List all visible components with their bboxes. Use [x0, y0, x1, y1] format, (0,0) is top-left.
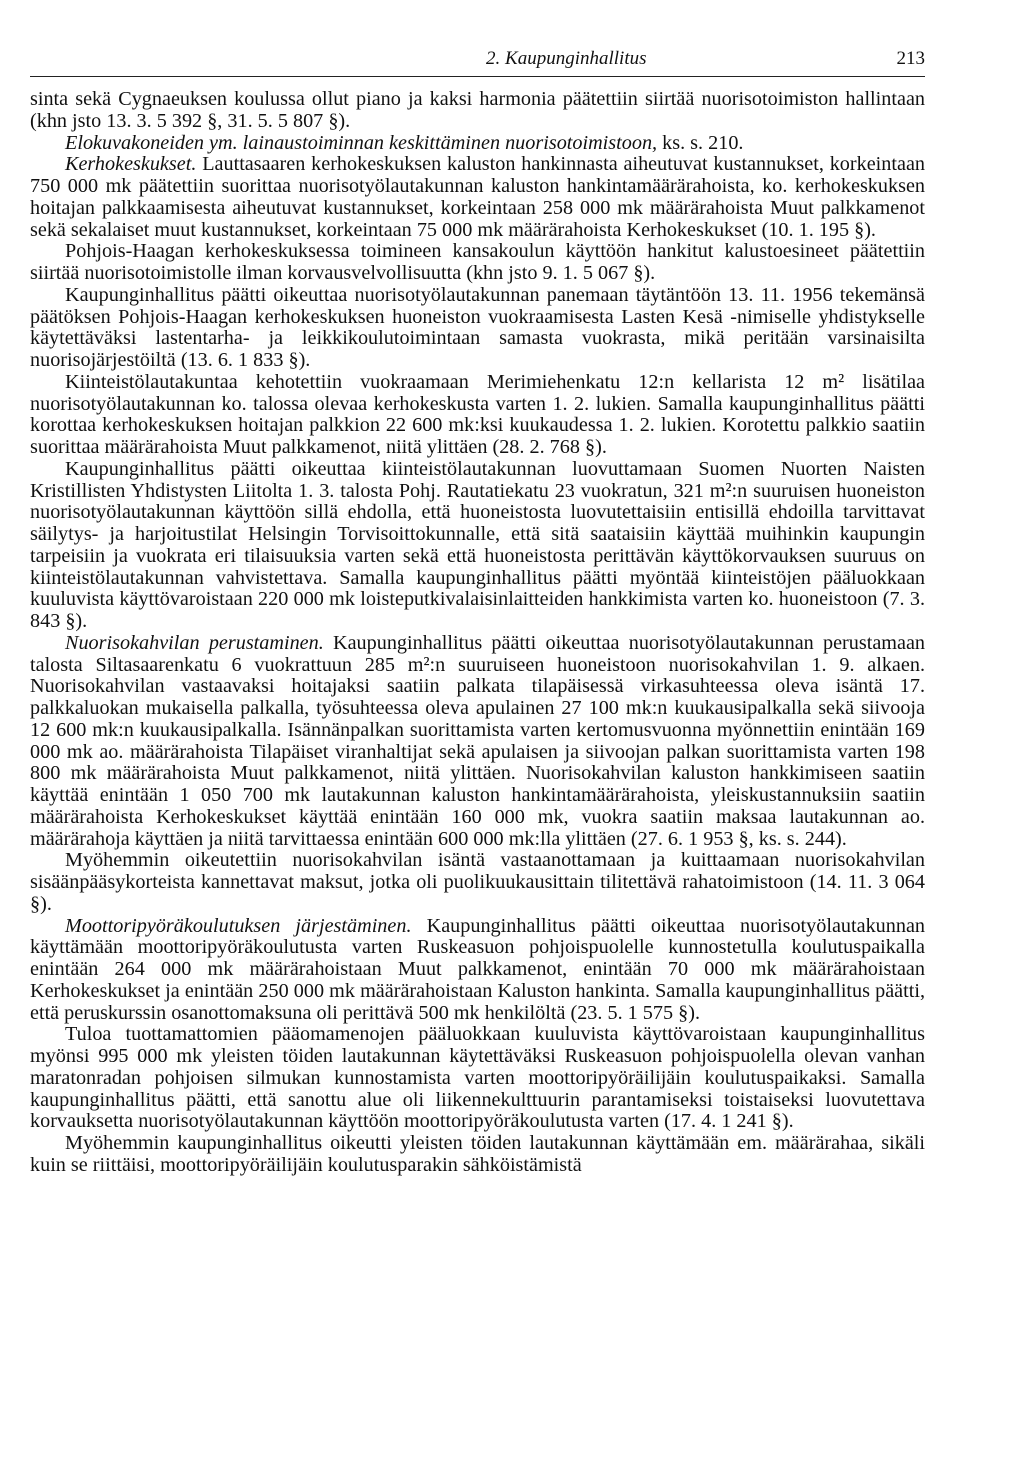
paragraph	[30, 1024, 925, 1133]
paragraph	[30, 1133, 925, 1177]
paragraph	[30, 133, 925, 155]
section-heading: Kerhokeskukset.	[65, 153, 197, 176]
paragraph-text: Kaupunginhallitus päätti oikeuttaa nuorisotyölautakunnan perustamaan talosta Siltasaarenkatu 6 vuokrattuun 285 m²:n suuruiseen huoneistoon nuorisokahvilan 1. 9. alkaen. Nuorisokahvilan vastaavaksi hoitajaksi saatiin palkata tilapäisessä virkasuhteessa oleva isäntä 17. palkkaluokan mukaisella palkalla, työsuhteessa oleva apulainen 27 100 mk:n kuukausipalkalla sekä siivooja 12 600 mk:n kuukausipalkalla. Isännänpalkan suorittamista varten kertomusvuonna myönnettiin enintään 169 000 mk ao. määrärahoista Tilapäiset viranhaltijat sekä apulaisen ja siivoojan palkan suorittamista varten 198 800 mk määrärahoista Muut palkkamenot, niitä ylittäen. Nuorisokahvilan kaluston hankkimiseen saatiin käyttää enintään 1 050 700 mk lautakunnan kaluston hankintamäärärahoista, yleiskustannuksiin saatiin määrärahoista Kerhokeskukset käyttää enintään 160 000 mk, vuokra saatiin maksaa lautakunnan ao. määrärahoja käyttäen ja niitä tarvittaessa enintään 600 000 mk:lla ylittäen (27. 6. 1 953 §, ks. s. 244).	[30, 631, 926, 850]
running-header	[30, 48, 925, 77]
paragraph-text: Pohjois-Haagan kerhokeskuksessa toimineen kansakoulun käyttöön hankitut kalustoesineet päätettiin siirtää nuorisotoimistolle ilman korvausvelvollisuutta (khn jsto 9. 1. 5 067 §).	[30, 240, 925, 284]
paragraph	[30, 850, 925, 915]
document-page	[30, 48, 925, 1177]
paragraph	[30, 459, 925, 633]
paragraph-text: Kaupunginhallitus päätti oikeuttaa nuorisotyölautakunnan panemaan täytäntöön 13. 11. 1956 tekemänsä päätöksen Pohjois-Haagan kerhokeskuksen huoneiston vuokraamisesta Lasten Kesä -nimiselle yhdistykselle käytettäväksi lastentarha- ja leikkikoulutoimintaan samasta vuokrasta, mikä peritään varsinaisilta nuorisojärjestöiltä (13. 6. 1 833 §).	[30, 283, 925, 371]
page-number: 213	[896, 48, 925, 69]
paragraph	[30, 241, 925, 285]
paragraph-text: Tuloa tuottamattomien pääomamenojen pääluokkaan kuuluvista käyttövaroistaan kaupunginhallitus myönsi 995 000 mk yleisten töiden lautakunnan käytettäväksi Ruskeasuon pohjoispuolella olevan vanhan maratonradan pohjoisen silmukan kunnostamista varten moottoripyöräilijäin koulutuspaikaksi. Samalla kaupunginhallitus päätti, että sanottu alue oli liikennekulttuurin parantamiseksi toistaiseksi luovutettava korvauksetta nuorisotyölautakunnan käyttöön moottoripyöräkoulutusta varten (17. 4. 1 241 §).	[30, 1023, 925, 1133]
paragraph-text: Kiinteistölautakuntaa kehotettiin vuokraamaan Merimiehenkatu 12:n kellarista 12 m² lisätilaa nuorisotyölautakunnan ko. talossa olevaa kerhokeskusta varten 1. 2. lukien. Samalla kaupunginhallitus päätti korottaa kerhokeskuksen hoitajan palkkion 22 600 mk:ksi kuukaudessa 1. 2. lukien. Korotettu palkkio saatiin suorittaa määrärahoista Muut palkkamenot, niitä ylittäen (28. 2. 768 §).	[30, 370, 925, 458]
paragraph-text: sinta sekä Cygnaeuksen koulussa ollut piano ja kaksi harmonia päätettiin siirtää nuorisotoimiston hallintaan (khn jsto 13. 3. 5 392 §, 31. 5. 5 807 §).	[30, 88, 925, 132]
section-heading: Nuorisokahvilan perustaminen.	[65, 631, 324, 654]
running-title: 2. Kaupunginhallitus	[486, 48, 647, 69]
paragraph-text: Myöhemmin oikeutettiin nuorisokahvilan isäntä vastaanottamaan ja kuittaamaan nuorisokahvilan sisäänpääsykorteista kannettavat maksut, jotka oli puolikuukausittain tilitettävä rahatoimistoon (14. 11. 3 064 §).	[30, 849, 925, 915]
paragraph-text: ks. s. 210.	[657, 131, 744, 154]
paragraph	[30, 633, 925, 851]
paragraph	[30, 285, 925, 372]
paragraph-text: Myöhemmin kaupunginhallitus oikeutti yleisten töiden lautakunnan käyttämään em. määrärahaa, sikäli kuin se riittäisi, moottoripyöräilijäin koulutusparakin sähköistämistä	[30, 1132, 925, 1176]
paragraph-text: Kaupunginhallitus päätti oikeuttaa kiinteistölautakunnan luovuttamaan Suomen Nuorten Naisten Kristillisten Yhdistysten Liitolta 1. 3. talosta Pohj. Rautatiekatu 23 vuokratun, 321 m²:n suuruisen huoneiston nuorisotyölautakunnan käyttöön sillä ehdolla, että huoneistosta luovutettaisiin entisillä ehdoilla tarvittavat säilytys- ja harjoitustilat Helsingin Torvisoittokunnalle, että sitä saataisiin käyttää muihinkin kaupungin tarpeisiin ja vuokrata eri tilaisuuksia varten sekä että huoneistosta perittävän käyttökorvauksen suuruus on kiinteistölautakunnan vahvistettava. Samalla kaupunginhallitus päätti myöntää kiinteistöjen pääluokkaan kuuluvista käyttövaroistaan 220 000 mk loisteputkivalaisinlaitteiden hankkimista varten ko. huoneistoon (7. 3. 843 §).	[30, 457, 925, 632]
paragraph	[30, 372, 925, 459]
section-heading: Moottoripyöräkoulutuksen järjestäminen.	[65, 914, 412, 937]
paragraph	[30, 89, 925, 133]
paragraph	[30, 154, 925, 241]
body-text	[30, 89, 925, 1177]
paragraph-text: Kaupunginhallitus päätti oikeuttaa nuorisotyölautakunnan käyttämään moottoripyöräkoulutusta varten Ruskeasuon pohjoispuolelle kunnostetulla koulutuspaikalla enintään 264 000 mk määrärahoistaan Muut palkkamenot, enintään 70 000 mk määrärahoistaan Kerhokeskukset ja enintään 250 000 mk määrärahoistaan Kaluston hankinta. Samalla kaupunginhallitus päätti, että peruskurssin osanottomaksuna oli perittävä 500 mk henkilöltä (23. 5. 1 575 §).	[30, 914, 925, 1024]
paragraph	[30, 916, 925, 1025]
section-heading: Elokuvakoneiden ym. lainaustoiminnan keskittäminen nuorisotoimistoon,	[65, 131, 658, 154]
paragraph-text: Lauttasaaren kerhokeskuksen kaluston hankinnasta aiheutuvat kustannukset, korkeintaan 750 000 mk päätettiin suorittaa nuorisotyölautakunnan kaluston hankintamäärärahoista, ko. kerhokeskuksen hoitajan palkkaamisesta aiheutuvat kustannukset, korkeintaan 258 000 mk määrärahoista Muut palkkamenot sekä sekalaiset muut kustannukset, korkeintaan 75 000 mk määrärahoista Kerhokeskukset (10. 1. 195 §).	[30, 153, 925, 241]
